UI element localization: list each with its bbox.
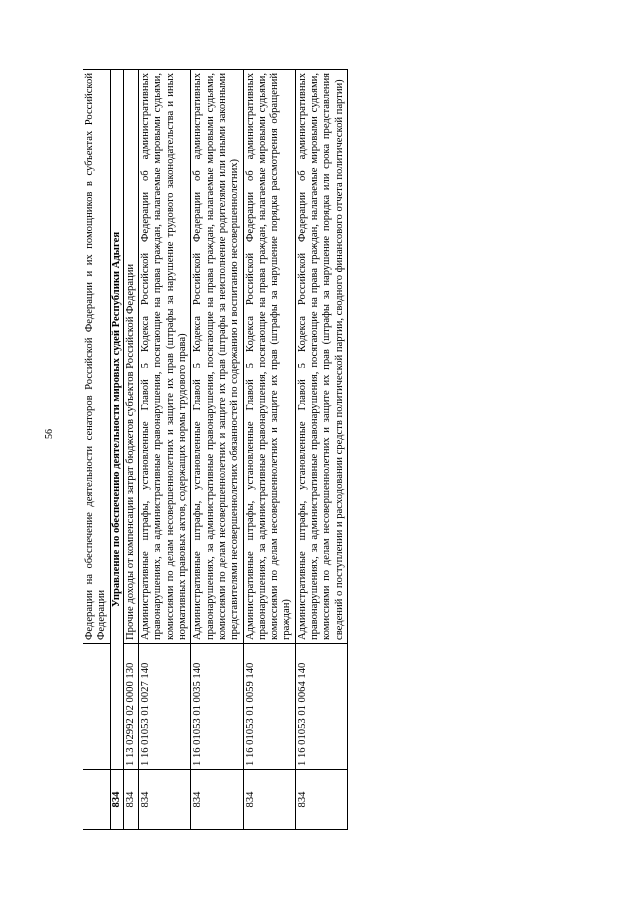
budget-code-cell bbox=[83, 644, 110, 770]
revenue-name-cell: Административные штрафы, установленные Главой 5 Кодекса Российской Федерации об административных правонарушениях, за административные правонарушения, посягающие на права граждан, налагаемые мировыми судьями, комиссиями по делам несовершеннолетних и защите их прав (штрафы за нарушение порядка рассмотрения обращений граждан) bbox=[243, 70, 295, 644]
section-header-row bbox=[110, 70, 123, 830]
rotated-page bbox=[83, 70, 553, 830]
table-row bbox=[191, 70, 243, 830]
budget-code-cell: 1 16 01053 01 0027 140 bbox=[139, 644, 191, 770]
section-admin-code: 834 bbox=[110, 770, 123, 830]
section-title: Управление по обеспечению деятельности мировых судей Республики Адыгея bbox=[110, 70, 123, 770]
admin-code-cell: 834 bbox=[191, 770, 243, 830]
revenue-name-cell: Прочие доходы от компенсации затрат бюджетов субъектов Российской Федерации bbox=[123, 70, 138, 644]
admin-code-cell bbox=[83, 770, 110, 830]
revenue-name-cell: Административные штрафы, установленные Главой 5 Кодекса Российской Федерации об административных правонарушениях, за административные правонарушения, посягающие на права граждан, налагаемые мировыми судьями, комиссиями по делам несовершеннолетних и защите их прав (штрафы за неисполнение родителями или иными законными представителями несовершеннолетних обязанностей по содержанию и воспитанию несовершеннолетних) bbox=[191, 70, 243, 644]
admin-code-cell: 834 bbox=[295, 770, 347, 830]
budget-code-cell: 1 16 01053 01 0064 140 bbox=[295, 644, 347, 770]
budget-code-cell: 1 16 01053 01 0035 140 bbox=[191, 644, 243, 770]
admin-code-cell: 834 bbox=[139, 770, 191, 830]
budget-code-cell: 1 13 02992 02 0000 130 bbox=[123, 644, 138, 770]
revenue-codes-table bbox=[83, 69, 348, 830]
table-row bbox=[83, 70, 110, 830]
budget-code-cell: 1 16 01053 01 0059 140 bbox=[243, 644, 295, 770]
revenue-name-cell: Административные штрафы, установленные Главой 5 Кодекса Российской Федерации об административных правонарушениях, за административные правонарушения, посягающие на права граждан, налагаемые мировыми судьями, комиссиями по делам несовершеннолетних и защите их прав (штрафы за нарушение трудового законодательства и иных нормативных правовых актов, содержащих нормы трудового права) bbox=[139, 70, 191, 644]
table-row bbox=[243, 70, 295, 830]
table-row bbox=[295, 70, 347, 830]
page-number: 56 bbox=[44, 429, 55, 439]
admin-code-cell: 834 bbox=[243, 770, 295, 830]
revenue-name-cell: Административные штрафы, установленные Главой 5 Кодекса Российской Федерации об административных правонарушениях, за административные правонарушения, посягающие на права граждан, налагаемые мировыми судьями, комиссиями по делам несовершеннолетних и защите их прав (штрафы за нарушение порядка или срока представления сведений о поступлении и расходовании средств политической партии, сводного финансового отчета политической партии) bbox=[295, 70, 347, 644]
table-row bbox=[139, 70, 191, 830]
admin-code-cell: 834 bbox=[123, 770, 138, 830]
table-row bbox=[123, 70, 138, 830]
revenue-name-cell: Федерации на обеспечение деятельности сенаторов Российской Федерации и их помощников в субъектах Российской Федерации bbox=[83, 70, 110, 644]
